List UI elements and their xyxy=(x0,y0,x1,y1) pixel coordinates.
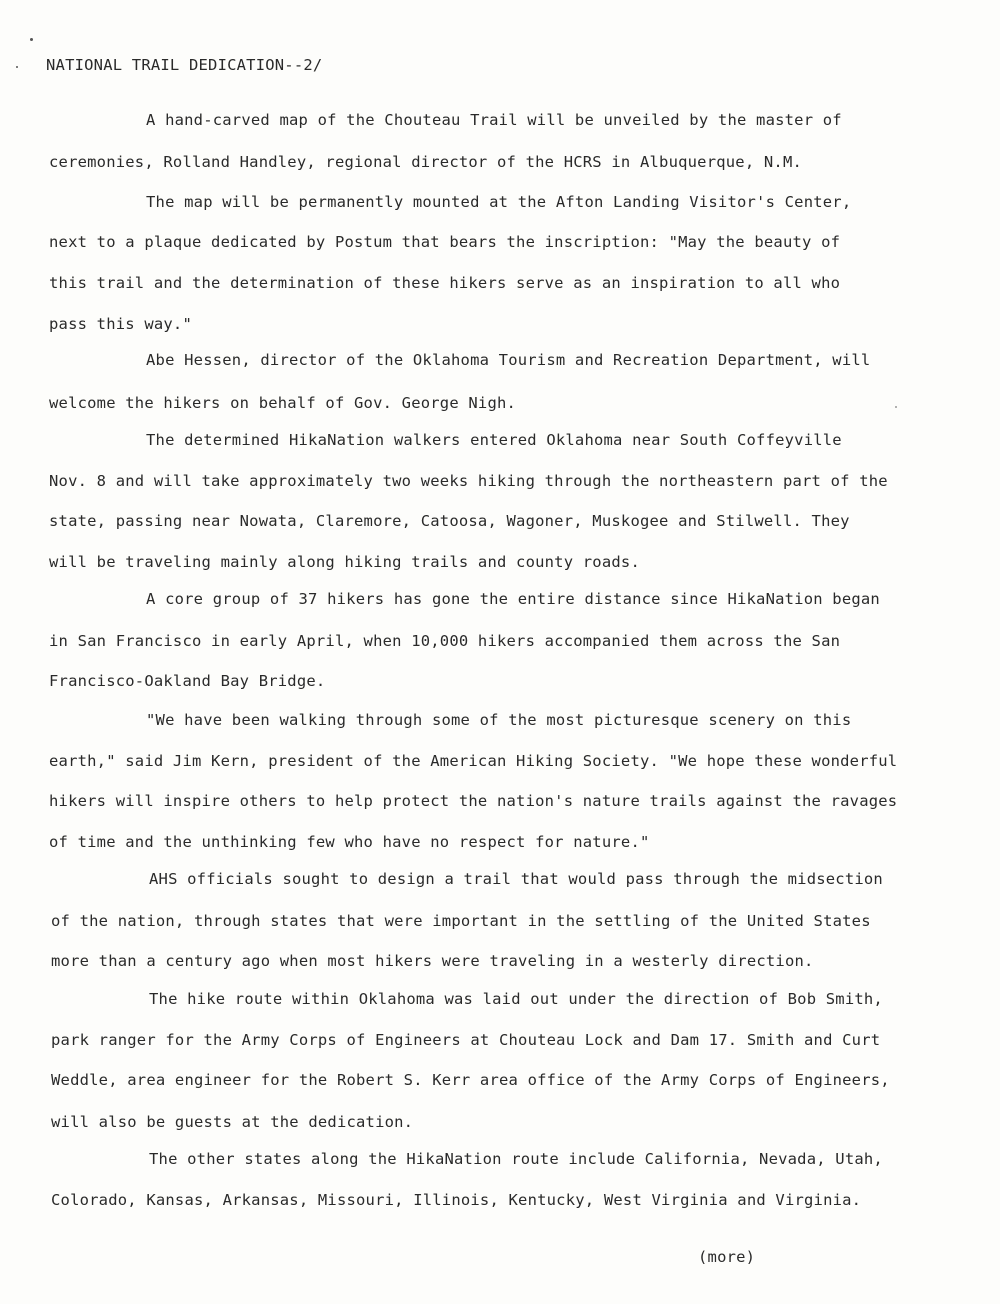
text-line: ceremonies, Rolland Handley, regional director of the HCRS in Albuquerque, N.M. xyxy=(49,153,803,171)
text-line: in San Francisco in early April, when 10,000 hikers accompanied them across the San xyxy=(49,632,841,650)
page-header: NATIONAL TRAIL DEDICATION--2/ xyxy=(46,56,323,74)
paper-speck xyxy=(16,66,18,68)
text-line: Weddle, area engineer for the Robert S. Kerr area office of the Army Corps of Engineers, xyxy=(51,1071,890,1089)
text-line: of time and the unthinking few who have no respect for nature." xyxy=(49,833,650,851)
paper-speck xyxy=(30,38,33,41)
text-line: The hike route within Oklahoma was laid out under the direction of Bob Smith, xyxy=(149,990,883,1008)
text-line: The other states along the HikaNation route include California, Nevada, Utah, xyxy=(149,1150,883,1168)
text-line: A core group of 37 hikers has gone the entire distance since HikaNation began xyxy=(146,590,880,608)
text-line: will be traveling mainly along hiking trails and county roads. xyxy=(49,553,640,571)
text-line: The map will be permanently mounted at the Afton Landing Visitor's Center, xyxy=(146,193,852,211)
text-line: park ranger for the Army Corps of Engineers at Chouteau Lock and Dam 17. Smith and Curt xyxy=(51,1031,881,1049)
text-line: Nov. 8 and will take approximately two weeks hiking through the northeastern part of the xyxy=(49,472,888,490)
text-line: will also be guests at the dedication. xyxy=(51,1113,414,1131)
text-line: pass this way." xyxy=(49,315,192,333)
text-line: Colorado, Kansas, Arkansas, Missouri, Illinois, Kentucky, West Virginia and Virginia. xyxy=(51,1191,862,1209)
more-indicator: (more) xyxy=(698,1248,756,1266)
text-line: A hand-carved map of the Chouteau Trail will be unveiled by the master of xyxy=(146,111,842,129)
text-line: The determined HikaNation walkers entered Oklahoma near South Coffeyville xyxy=(146,431,842,449)
paper-speck xyxy=(895,406,897,408)
text-line: earth," said Jim Kern, president of the American Hiking Society. "We hope these wonderful xyxy=(49,752,898,770)
text-line: of the nation, through states that were important in the settling of the United States xyxy=(51,912,871,930)
text-line: welcome the hikers on behalf of Gov. George Nigh. xyxy=(49,394,517,412)
text-line: hikers will inspire others to help protect the nation's nature trails against the ravages xyxy=(49,792,898,810)
text-line: state, passing near Nowata, Claremore, Catoosa, Wagoner, Muskogee and Stilwell. They xyxy=(49,512,850,530)
text-line: Abe Hessen, director of the Oklahoma Tourism and Recreation Department, will xyxy=(146,351,871,369)
text-line: AHS officials sought to design a trail that would pass through the midsection xyxy=(149,870,883,888)
text-line: this trail and the determination of these hikers serve as an inspiration to all who xyxy=(49,274,841,292)
text-line: Francisco-Oakland Bay Bridge. xyxy=(49,672,326,690)
text-line: "We have been walking through some of the most picturesque scenery on this xyxy=(146,711,852,729)
text-line: more than a century ago when most hikers were traveling in a westerly direction. xyxy=(51,952,814,970)
text-line: next to a plaque dedicated by Postum that bears the inscription: "May the beauty of xyxy=(49,233,841,251)
